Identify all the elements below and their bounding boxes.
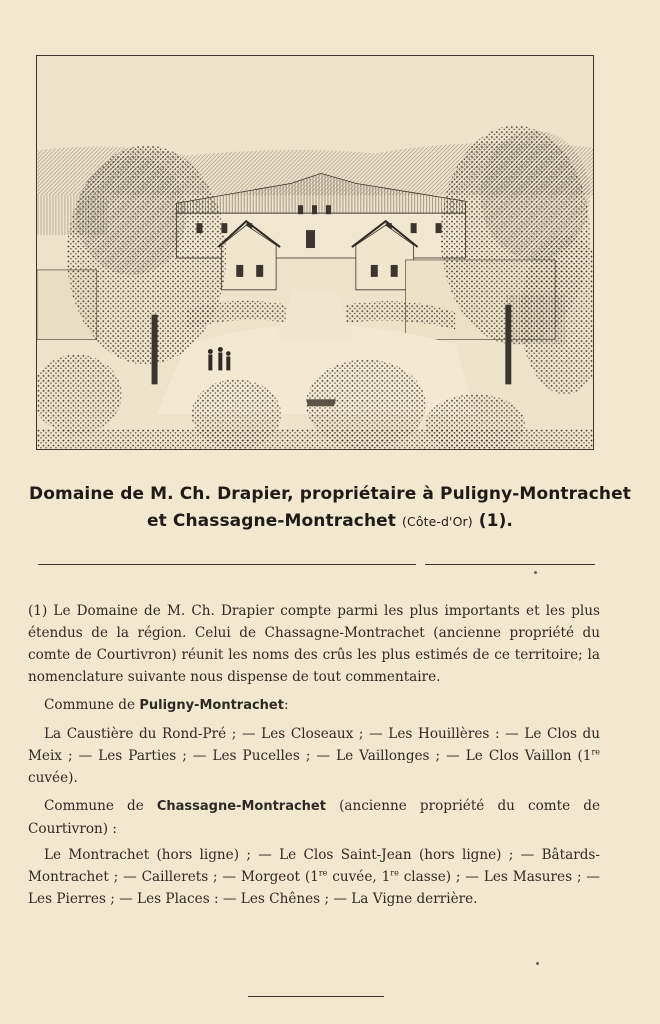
estate-engraving [36, 55, 594, 450]
vineyard-list-text-end: classe) ; — Les Masures ; — Les Pierres ; — Les Places : — Les Chênes ; — La Vigne derrière. [28, 869, 600, 907]
vineyard-list-text-mid: cuvée, 1 [327, 869, 391, 885]
commune-suffix: : [283, 697, 289, 713]
caption-note-ref: (1). [478, 511, 513, 531]
caption-region: (Côte-d'Or) [402, 514, 473, 529]
print-speck [534, 571, 537, 574]
commune-prefix: Commune de [44, 697, 135, 713]
superscript: re [318, 868, 328, 878]
commune-name-puligny: Puligny-Montrachet [139, 698, 284, 713]
superscript: re [390, 868, 399, 878]
commune-suffix: (ancienne propriété du comte de Courtivron) : [28, 798, 601, 837]
vineyard-list-puligny [28, 723, 600, 789]
separator-rule-right [425, 564, 595, 565]
figure-caption-line-1: Domaine de M. Ch. Drapier, propriétaire à Puligny-Montrachet [29, 484, 631, 504]
commune-name-chassagne: Chassagne-Montrachet [156, 799, 326, 814]
commune-heading-puligny [28, 694, 600, 717]
bottom-rule [248, 996, 384, 997]
vineyard-list-chassagne [28, 844, 600, 910]
commune-prefix: Commune de [44, 798, 144, 814]
figure-caption-line-2 [20, 511, 640, 531]
footnote-paragraph-intro: (1) Le Domaine de M. Ch. Drapier compte parmi les plus importants et les plus étendus de la région. Celui de Chassagne-Montrachet (ancienne propriété du comte de Courtivron) réunit les noms des crûs les plus estimés de ce territoire; la nomenclature suivante nous dispense de tout commentaire. [28, 603, 600, 685]
footnote [28, 600, 600, 910]
vineyard-list-text: La Caustière du Rond-Pré ; — Les Closeaux ; — Les Houillères : — Le Clos du Meix ; — Les Parties ; — Les Pucelles ; — Le Vaillonges ; — Le Clos Vaillon (1 [28, 726, 600, 764]
superscript: re [591, 747, 600, 757]
separator-rule [38, 564, 416, 565]
vineyard-list-text: Le Montrachet (hors ligne) ; — Le Clos Saint-Jean (hors ligne) ; — Bâtards-Montrachet ; — Caillerets ; — Morgeot (1 [28, 847, 600, 885]
commune-heading-chassagne [28, 795, 600, 840]
print-speck [536, 962, 539, 965]
vineyard-list-text-end: cuvée). [28, 770, 78, 786]
caption-place: et Chassagne-Montrachet [147, 511, 397, 531]
